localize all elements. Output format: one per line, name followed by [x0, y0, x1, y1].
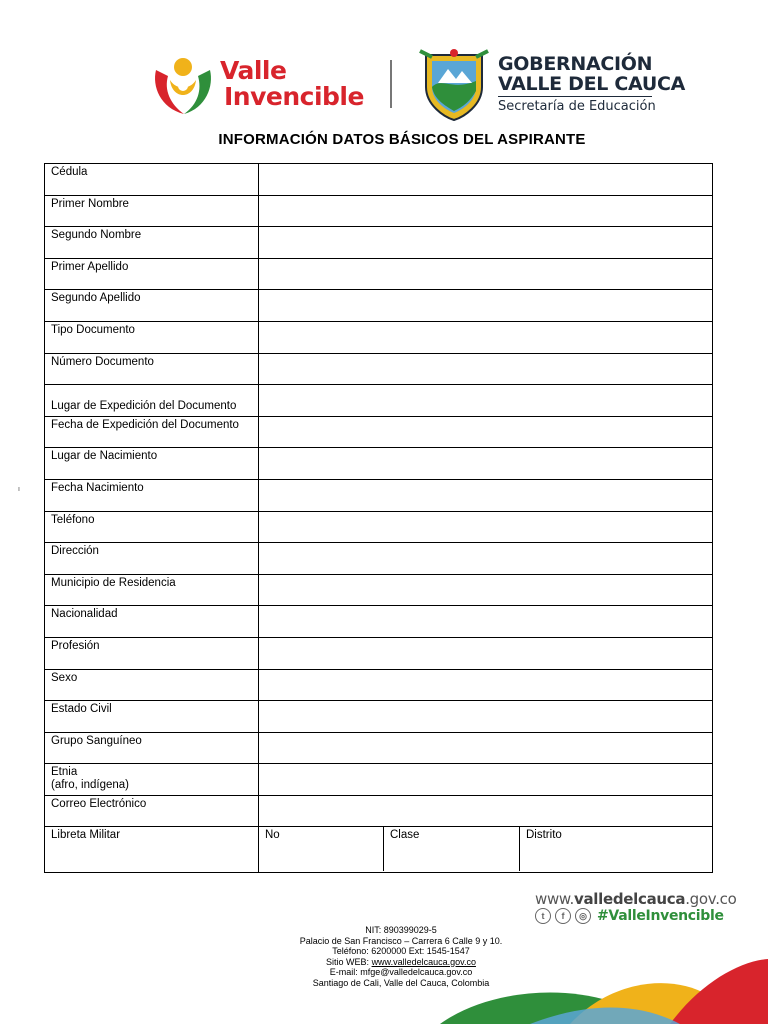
libreta-no-field[interactable]: No [259, 827, 384, 871]
field-label: Grupo Sanguíneo [45, 732, 259, 764]
facebook-icon[interactable]: f [555, 908, 571, 924]
field-value[interactable] [259, 290, 713, 322]
field-label: Primer Nombre [45, 195, 259, 227]
form-row [45, 385, 713, 417]
gov-line-1: GOBERNACIÓN [498, 53, 653, 75]
www-suffix: .gov.co [685, 890, 737, 908]
form-row [45, 574, 713, 606]
field-value[interactable] [259, 764, 713, 796]
gobernacion-logo-text [498, 54, 685, 114]
field-value[interactable] [259, 637, 713, 669]
footer-nit: NIT: 890399029-5 [365, 925, 437, 935]
form-row [45, 606, 713, 638]
valle-invencible-logo [150, 54, 372, 116]
form-row [45, 290, 713, 322]
valle-invencible-mark-icon [150, 56, 216, 116]
libreta-clase-field[interactable]: Clase [384, 827, 520, 871]
form-row [45, 258, 713, 290]
field-value[interactable] [259, 448, 713, 480]
field-value[interactable] [259, 669, 713, 701]
field-label: Cédula [45, 164, 259, 196]
website-banner[interactable] [535, 890, 737, 908]
field-value[interactable] [259, 701, 713, 733]
field-label: Estado Civil [45, 701, 259, 733]
field-label: Fecha Nacimiento [45, 479, 259, 511]
field-label: Tipo Documento [45, 321, 259, 353]
hashtag: #ValleInvencible [597, 908, 724, 924]
form-row [45, 669, 713, 701]
libreta-distrito-field[interactable]: Distrito [526, 829, 562, 842]
field-value[interactable] [259, 543, 713, 575]
field-value[interactable] [259, 385, 713, 417]
form-row [45, 416, 713, 448]
form-row [45, 321, 713, 353]
www-domain: valledelcauca [574, 890, 686, 908]
gov-line-2: VALLE DEL CAUCA [498, 73, 686, 95]
gov-line-3: Secretaría de Educación [498, 99, 656, 114]
form-row [45, 764, 713, 796]
field-label: Etnia (afro, indígena) [45, 764, 259, 796]
gov-rule [498, 96, 652, 97]
footer-decorative-waves [440, 955, 768, 1024]
form-row [45, 511, 713, 543]
field-label: Número Documento [45, 353, 259, 385]
field-label: Municipio de Residencia [45, 574, 259, 606]
form-row [45, 353, 713, 385]
libreta-values [259, 827, 713, 873]
logo-word-valle: Valle [220, 56, 287, 85]
logo-word-invencible: Invencible [224, 82, 364, 111]
footer-web-link[interactable]: www.valledelcauca.gov.co [371, 956, 476, 967]
form-row [45, 795, 713, 827]
field-value[interactable] [259, 321, 713, 353]
form-body [45, 164, 713, 873]
logo-divider [390, 60, 392, 108]
field-label: Primer Apellido [45, 258, 259, 290]
form-row [45, 164, 713, 196]
field-label: Segundo Nombre [45, 227, 259, 259]
field-value[interactable] [259, 164, 713, 196]
footer-web-prefix: Sitio WEB: [326, 956, 372, 967]
form-row [45, 637, 713, 669]
twitter-icon[interactable]: t [535, 908, 551, 924]
field-label: Segundo Apellido [45, 290, 259, 322]
form-row [45, 543, 713, 575]
field-label: Lugar de Expedición del Documento [45, 385, 259, 417]
applicant-form-table [44, 163, 713, 873]
field-label-libreta: Libreta Militar [45, 827, 259, 873]
footer-address: Palacio de San Francisco – Carrera 6 Calle 9 y 10. [299, 935, 503, 946]
field-value[interactable] [259, 416, 713, 448]
field-value[interactable] [259, 795, 713, 827]
field-value[interactable] [259, 511, 713, 543]
field-value[interactable] [259, 606, 713, 638]
field-label: Nacionalidad [45, 606, 259, 638]
field-value[interactable] [259, 227, 713, 259]
field-value[interactable] [259, 195, 713, 227]
form-row [45, 448, 713, 480]
field-label: Fecha de Expedición del Documento [45, 416, 259, 448]
field-label: Correo Electrónico [45, 795, 259, 827]
form-row [45, 701, 713, 733]
margin-mark: ı [18, 486, 20, 493]
footer-city: Santiago de Cali, Valle del Cauca, Colombia [312, 977, 490, 988]
footer-phone: Teléfono: 6200000 Ext: 1545-1547 [332, 946, 470, 956]
field-label: Teléfono [45, 511, 259, 543]
form-row [45, 227, 713, 259]
field-value[interactable] [259, 353, 713, 385]
form-row [45, 479, 713, 511]
field-label: Dirección [45, 543, 259, 575]
footer-email: E-mail: mfge@valledelcauca.gov.co [329, 967, 473, 977]
www-prefix: www. [535, 890, 574, 908]
field-value[interactable] [259, 258, 713, 290]
form-row [45, 732, 713, 764]
field-value[interactable] [259, 574, 713, 606]
field-label: Sexo [45, 669, 259, 701]
social-links [535, 908, 724, 924]
form-row [45, 195, 713, 227]
field-value[interactable] [259, 479, 713, 511]
field-label: Lugar de Nacimiento [45, 448, 259, 480]
valle-del-cauca-crest-icon [418, 47, 490, 121]
form-row-libreta [45, 827, 713, 873]
form-title: INFORMACIÓN DATOS BÁSICOS DEL ASPIRANTE [218, 131, 586, 148]
instagram-icon[interactable]: ◎ [575, 908, 591, 924]
field-label: Profesión [45, 637, 259, 669]
field-value[interactable] [259, 732, 713, 764]
